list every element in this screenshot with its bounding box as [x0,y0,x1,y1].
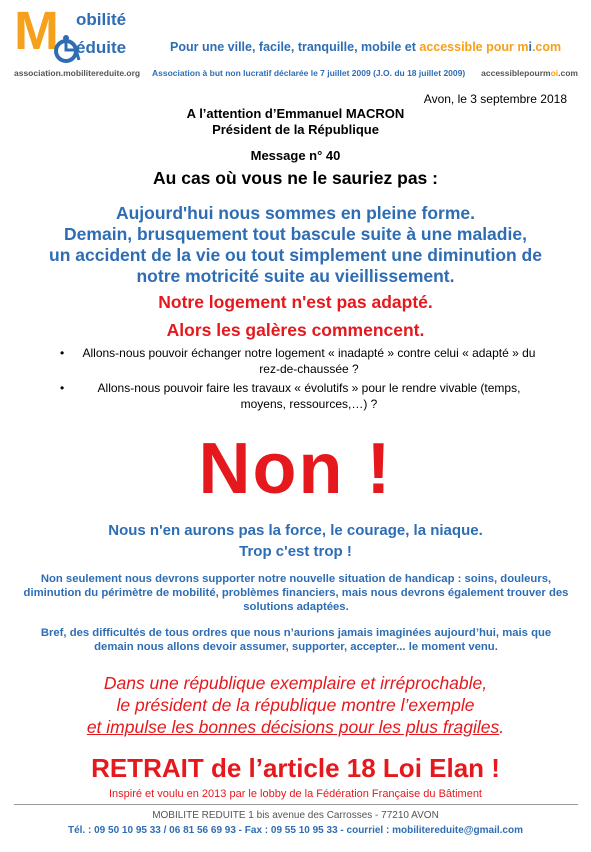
intro-line-2: Demain, brusquement tout bascule suite à une maladie, [64,224,527,244]
blue-mid-block [0,520,591,562]
blue-mid-line-2: Trop c'est trop ! [239,543,352,560]
tagline [170,40,561,54]
paragraph-handicap: Non seulement nous devrons supporter notre nouvelle situation de handicap : soins, douleurs, diminution du périmètre de mobilité, problèmes financiers, mais nous devrons également trouver des solutions adaptées. [23,573,569,613]
list-item: • Allons-nous pouvoir échanger notre logement « inadapté » contre celui « adapté » du rez-de-chaussée ? [60,345,540,377]
tagline-com: .com [531,40,562,54]
italic-appeal [0,672,591,738]
letter-heading: Au cas où vous ne le sauriez pas : [153,168,438,188]
question-list [60,345,540,415]
message-number: Message n° 40 [250,148,341,163]
brand-logo [14,1,164,68]
italic-line-3 [0,716,591,738]
italic-line-2: le président de la république montre l’exemple [116,695,475,715]
blue-mid-line-1: Nous n'en aurons pas la force, le courage, la niaque. [108,522,483,539]
intro-line-3: un accident de la vie ou tout simplement une diminution de [49,245,542,265]
recipient-line-2: Président de la République [212,122,379,137]
site-right-part-a: accessiblepourm [481,68,551,78]
recipient-block [0,106,591,138]
logo-word-mobilite: obilité [76,10,127,29]
footer-contact: Tél. : 09 50 10 95 33 / 06 81 56 69 93 - Fax : 09 55 10 95 33 - courriel : mobilitereduite@gmail.com [68,825,523,836]
italic-line-3-text: et impulse les bonnes décisions pour les plus fragiles [86,717,500,737]
site-right-part-c: .com [558,68,578,78]
recipient-line-1: A l’attention d’Emmanuel MACRON [186,106,405,121]
tagline-accent: accessible pour m [419,40,529,54]
footer-address: MOBILITE REDUITE 1 bis avenue des Carrosses - 77210 AVON [152,810,439,821]
intro-line-4: notre motricité suite au vieillissement. [136,266,455,286]
red-statement-1: Notre logement n'est pas adapté. [158,292,433,312]
list-item: • Allons-nous pouvoir faire les travaux « évolutifs » pour le rendre vivable (temps, moyens, ressources,…) ? [60,380,540,412]
non-headline: Non ! [198,429,393,509]
site-link-left[interactable]: association.mobilitereduite.org [14,68,141,78]
logo-word-reduite: éduite [76,38,127,57]
tagline-main: Pour une ville, facile, tranquille, mobile et [170,40,420,54]
red-statement-2: Alors les galères commencent. [166,320,425,340]
logo-letter-m: M [14,1,59,61]
intro-blue-block [0,203,591,287]
italic-line-3-end: . [499,717,505,737]
paragraph-difficulties: Bref, des difficultés de tous ordres que nous n’aurions jamais imaginées aujourd’hui, mais que demain nous allons devoir assumer, supporter, accepter... le moment venu. [40,627,552,653]
inspire-note: Inspiré et voulu en 2013 par le lobby de la Fédération Française du Bâtiment [108,788,482,800]
association-note: Association à but non lucratif déclarée le 7 juillet 2009 (J.O. du 18 juillet 2009) [152,68,466,78]
site-link-right[interactable] [481,68,578,78]
italic-line-1: Dans une république exemplaire et irréprochable, [103,673,488,693]
header-subline [14,68,578,80]
retrait-headline: RETRAIT de l’article 18 Loi Elan ! [91,753,500,783]
footer-divider [14,804,578,805]
letter-date: Avon, le 3 septembre 2018 [423,92,567,106]
site-right-part-b: oi [550,68,559,78]
tagline-mi: i [528,40,532,54]
intro-line-1: Aujourd'hui nous sommes en pleine forme. [115,203,476,223]
